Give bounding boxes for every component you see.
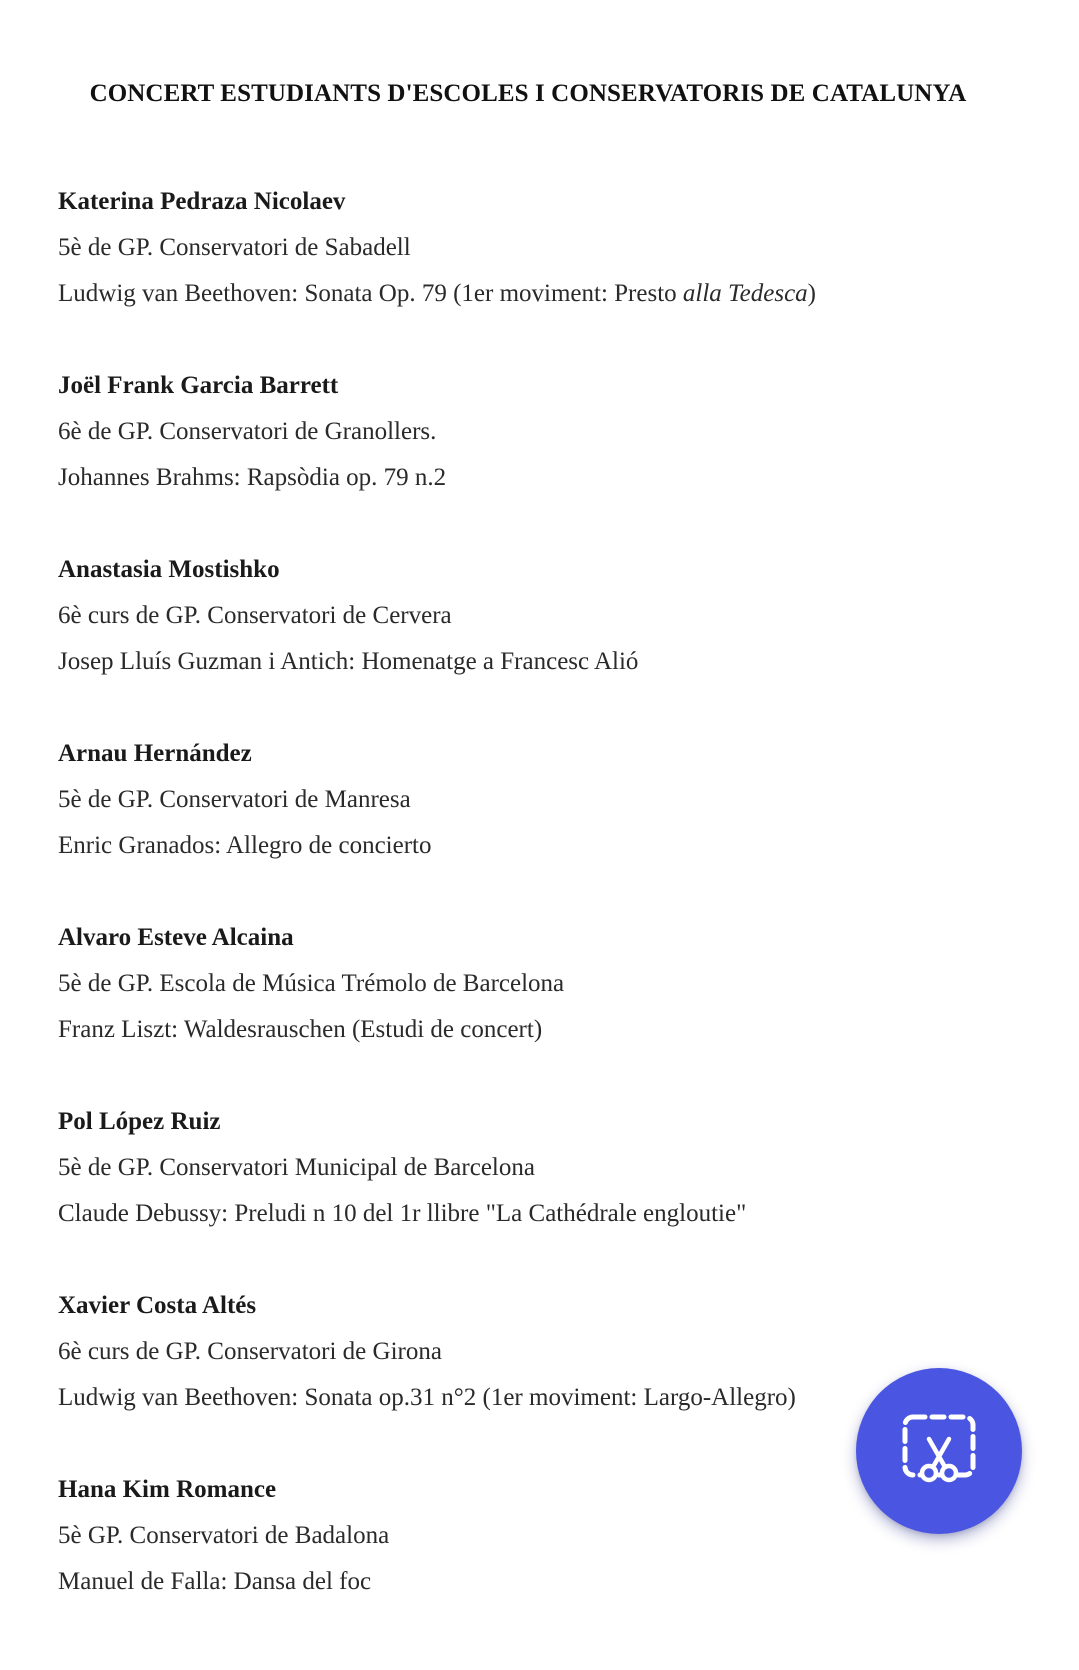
performer-name: Joël Frank Garcia Barrett [58, 372, 339, 399]
performer-entry [58, 919, 1018, 1103]
performer-entry [58, 551, 1018, 735]
piece-text: Ludwig van Beethoven: Sonata Op. 79 (1er moviment: Presto [58, 280, 683, 307]
performer-school: 5è de GP. Conservatori Municipal de Barcelona [58, 1154, 535, 1181]
screenshot-capture-button[interactable] [856, 1368, 1022, 1534]
piece-text-end: ) [807, 280, 816, 307]
performer-name: Katerina Pedraza Nicolaev [58, 188, 346, 215]
performer-school: 5è de GP. Conservatori de Sabadell [58, 234, 411, 261]
performer-piece: Josep Lluís Guzman i Antich: Homenatge a Francesc Alió [58, 648, 639, 675]
performer-entry [58, 735, 1018, 919]
screenshot-scissors-icon [899, 1411, 979, 1491]
performer-piece: Johannes Brahms: Rapsòdia op. 79 n.2 [58, 464, 447, 491]
performer-piece [58, 275, 1018, 321]
performer-name: Hana Kim Romance [58, 1476, 277, 1503]
performer-school: 6è curs de GP. Conservatori de Girona [58, 1338, 442, 1365]
performer-name: Xavier Costa Altés [58, 1292, 257, 1319]
performer-entry [58, 1103, 1018, 1287]
piece-italic-text: alla Tedesca [682, 280, 808, 307]
performer-school: 5è de GP. Conservatori de Manresa [58, 786, 411, 813]
performer-piece: Franz Liszt: Waldesrauschen (Estudi de concert) [58, 1016, 543, 1043]
performer-school: 6è de GP. Conservatori de Granollers. [58, 418, 437, 445]
performer-name: Arnau Hernández [58, 740, 252, 767]
performer-piece: Ludwig van Beethoven: Sonata op.31 n°2 (1er moviment: Largo-Allegro) [58, 1384, 796, 1411]
performer-piece: Enric Granados: Allegro de concierto [58, 832, 432, 859]
performer-school: 6è curs de GP. Conservatori de Cervera [58, 602, 452, 629]
performer-name: Alvaro Esteve Alcaina [58, 924, 294, 951]
page-title: CONCERT ESTUDIANTS D'ESCOLES I CONSERVATORIS DE CATALUNYA [89, 80, 967, 107]
performer-list [58, 183, 1018, 1611]
performer-school: 5è GP. Conservatori de Badalona [58, 1522, 390, 1549]
performer-piece: Claude Debussy: Preludi n 10 del 1r llibre "La Cathédrale engloutie" [58, 1200, 747, 1227]
performer-name: Pol López Ruiz [58, 1108, 221, 1135]
performer-name: Anastasia Mostishko [58, 556, 280, 583]
performer-piece: Manuel de Falla: Dansa del foc [58, 1568, 372, 1595]
performer-entry [58, 367, 1018, 551]
performer-entry [58, 183, 1018, 367]
performer-school: 5è de GP. Escola de Música Trémolo de Barcelona [58, 970, 565, 997]
